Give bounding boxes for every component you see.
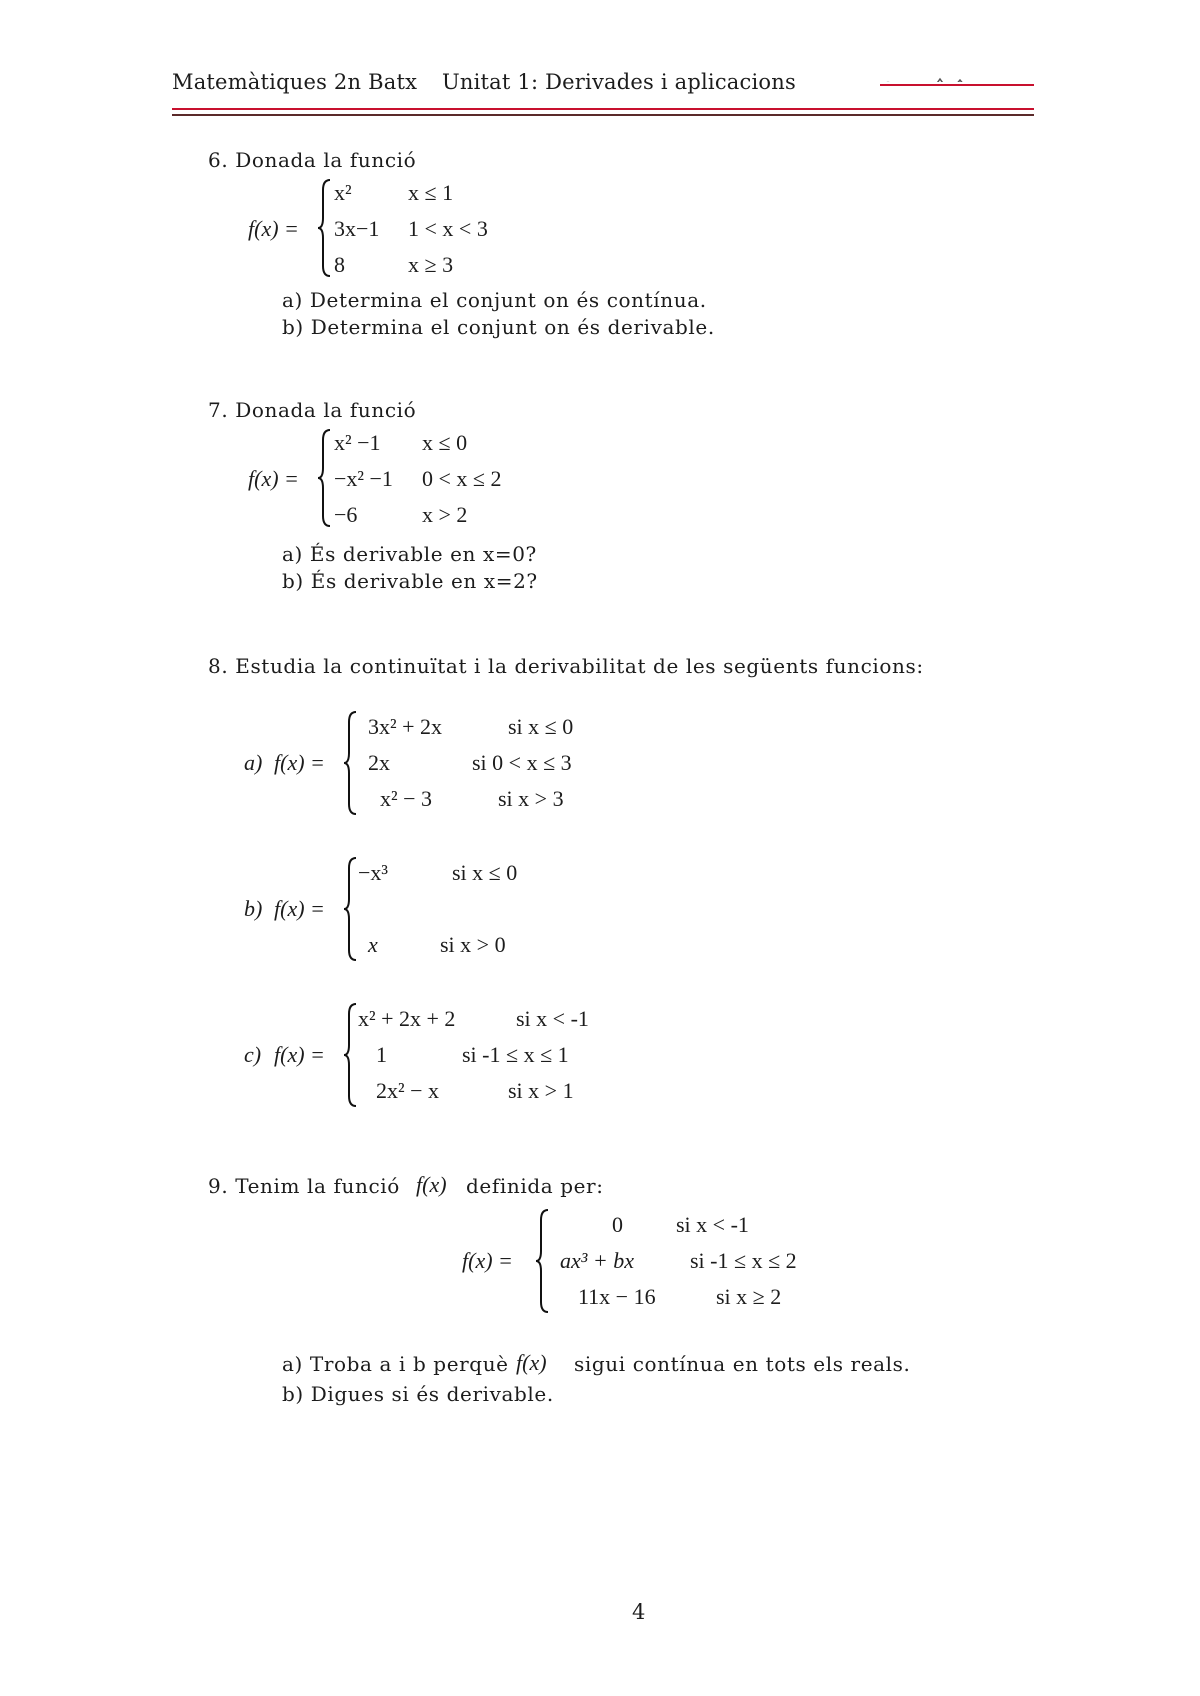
ex9-item-a-pre: a) Troba a i b perquè bbox=[282, 1352, 509, 1376]
ex8b-case2-cond: si x > 0 bbox=[440, 932, 506, 957]
ex8a-case2-cond: si 0 < x ≤ 3 bbox=[472, 750, 572, 775]
ex6-case2-expr: 3x−1 bbox=[334, 216, 380, 241]
ex8b-case1-expr: −x³ bbox=[358, 860, 389, 885]
ex9-case3-expr: 11x − 16 bbox=[578, 1284, 656, 1309]
ex6-case1-expr: x² bbox=[334, 180, 352, 205]
ex9-lhs: f(x) = bbox=[462, 1248, 513, 1273]
ex8a-case2-expr: 2x bbox=[368, 750, 390, 775]
ex8a-case3-cond: si x > 3 bbox=[498, 786, 564, 811]
ex7-case2-cond: 0 < x ≤ 2 bbox=[422, 466, 502, 491]
ex6-case3-expr: 8 bbox=[334, 252, 345, 277]
header-subject: Matemàtiques 2n Batx bbox=[172, 70, 418, 94]
ex7-case2-expr: −x² −1 bbox=[334, 466, 393, 491]
ex8a-case3-expr: x² − 3 bbox=[380, 786, 433, 811]
ex9-title-fx: f(x) bbox=[416, 1172, 447, 1197]
ex8a-lhs: f(x) = bbox=[274, 750, 325, 775]
ex9-item-a-fx: f(x) bbox=[516, 1350, 547, 1375]
ex9-brace bbox=[536, 1208, 550, 1314]
ex8c-case2-expr: 1 bbox=[376, 1042, 387, 1067]
header-unit: Unitat 1: Derivades i aplicacions bbox=[442, 70, 796, 94]
ex9-case3-cond: si x ≥ 2 bbox=[716, 1284, 782, 1309]
page-number: 4 bbox=[632, 1600, 646, 1624]
ex8b-case2-expr: x bbox=[368, 932, 378, 957]
header-red-rule bbox=[172, 108, 1034, 110]
header-logo-fragment bbox=[880, 72, 990, 82]
ex9-case2-expr: ax³ + bx bbox=[560, 1248, 634, 1273]
ex8b-case1-cond: si x ≤ 0 bbox=[452, 860, 518, 885]
ex7-brace bbox=[318, 428, 332, 528]
ex6-case2-cond: 1 < x < 3 bbox=[408, 216, 488, 241]
ex8a-case1-cond: si x ≤ 0 bbox=[508, 714, 574, 739]
ex9-title-pre: 9. Tenim la funció bbox=[208, 1174, 400, 1198]
ex9-case1-expr: 0 bbox=[612, 1212, 623, 1237]
ex6-case1-cond: x ≤ 1 bbox=[408, 180, 454, 205]
header-red-rule-top bbox=[880, 84, 1034, 86]
ex7-lhs: f(x) = bbox=[248, 466, 299, 491]
ex9-item-b: b) Digues si és derivable. bbox=[282, 1382, 554, 1406]
ex9-item-a-post: sigui contínua en tots els reals. bbox=[574, 1352, 911, 1376]
ex8c-case3-cond: si x > 1 bbox=[508, 1078, 574, 1103]
ex6-title: 6. Donada la funció bbox=[208, 148, 417, 172]
ex8a-case1-expr: 3x² + 2x bbox=[368, 714, 443, 739]
ex8c-case3-expr: 2x² − x bbox=[376, 1078, 440, 1103]
ex6-brace bbox=[318, 178, 332, 278]
ex8c-label: c) bbox=[244, 1042, 262, 1067]
ex7-case3-cond: x > 2 bbox=[422, 502, 468, 527]
ex8c-brace bbox=[344, 1002, 358, 1108]
ex8c-case2-cond: si -1 ≤ x ≤ 1 bbox=[462, 1042, 569, 1067]
ex9-case2-cond: si -1 ≤ x ≤ 2 bbox=[690, 1248, 797, 1273]
ex7-item-b: b) És derivable en x=2? bbox=[282, 569, 538, 593]
ex6-lhs: f(x) = bbox=[248, 216, 299, 241]
ex8c-case1-expr: x² + 2x + 2 bbox=[358, 1006, 456, 1031]
ex7-case1-cond: x ≤ 0 bbox=[422, 430, 468, 455]
ex8b-label: b) bbox=[244, 896, 263, 921]
header-dark-rule bbox=[172, 114, 1034, 116]
ex7-case1-expr: x² −1 bbox=[334, 430, 381, 455]
ex9-case1-cond: si x < -1 bbox=[676, 1212, 749, 1237]
ex7-title: 7. Donada la funció bbox=[208, 398, 417, 422]
ex6-case3-cond: x ≥ 3 bbox=[408, 252, 454, 277]
ex7-case3-expr: −6 bbox=[334, 502, 358, 527]
ex8a-brace bbox=[344, 710, 358, 816]
ex8c-lhs: f(x) = bbox=[274, 1042, 325, 1067]
ex8-title: 8. Estudia la continuïtat i la derivabilitat de les següents funcions: bbox=[208, 654, 924, 678]
ex8a-label: a) bbox=[244, 750, 263, 775]
ex7-item-a: a) És derivable en x=0? bbox=[282, 542, 537, 566]
ex8b-brace bbox=[344, 856, 358, 962]
ex9-title-post: definida per: bbox=[466, 1174, 604, 1198]
ex6-item-b: b) Determina el conjunt on és derivable. bbox=[282, 315, 715, 339]
ex8b-lhs: f(x) = bbox=[274, 896, 325, 921]
ex6-item-a: a) Determina el conjunt on és contínua. bbox=[282, 288, 707, 312]
ex8c-case1-cond: si x < -1 bbox=[516, 1006, 589, 1031]
